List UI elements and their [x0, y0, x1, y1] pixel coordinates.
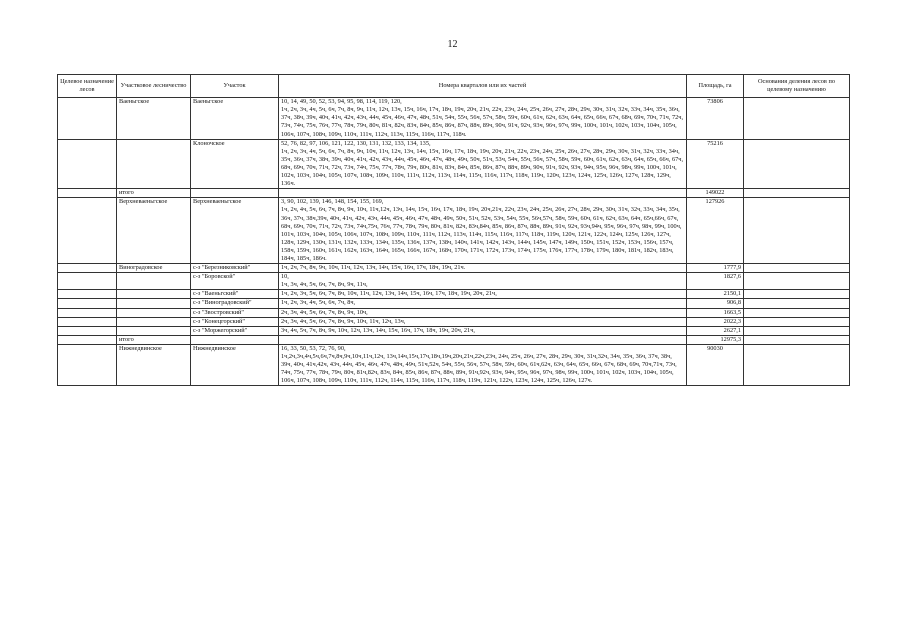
- purpose-cell: [58, 317, 117, 326]
- district-cell: итого: [117, 335, 191, 344]
- basis-cell: [744, 308, 850, 317]
- quarters-cell: 1ч, 2ч, 3ч, 5ч, 6ч, 7ч, 8ч, 10ч, 11ч, 12ч, 13ч, 14ч, 15ч, 16ч, 17ч, 18ч, 19ч, 20ч, 21ч,: [279, 290, 687, 299]
- table-row: [58, 308, 850, 317]
- quarters-cell: [279, 189, 687, 198]
- table-row: [58, 299, 850, 308]
- area-cell: 2150,1: [687, 290, 744, 299]
- quarters-cell: 1ч, 2ч, 3ч, 4ч, 5ч, 6ч, 7ч, 8ч,: [279, 299, 687, 308]
- area-cell: 2627,1: [687, 326, 744, 335]
- header-section: Участок: [191, 75, 279, 98]
- purpose-cell: [58, 139, 117, 189]
- table-header-row: [58, 75, 850, 98]
- basis-cell: [744, 317, 850, 326]
- header-basis: Основания деления лесов по целевому назначению: [744, 75, 850, 98]
- purpose-cell: [58, 290, 117, 299]
- district-cell: Виноградовское: [117, 264, 191, 273]
- quarters-cell: 3ч, 4ч, 5ч, 7ч, 8ч, 9ч, 10ч, 12ч, 13ч, 14ч, 15ч, 16ч, 17ч, 18ч, 19ч, 20ч, 21ч,: [279, 326, 687, 335]
- area-cell: 2022,3: [687, 317, 744, 326]
- table-row: [58, 189, 850, 198]
- quarters-cell: 10, 1ч, 3ч, 4ч, 5ч, 6ч, 7ч, 8ч, 9ч, 11ч,: [279, 273, 687, 290]
- table-row: [58, 290, 850, 299]
- basis-cell: [744, 264, 850, 273]
- district-cell: [117, 308, 191, 317]
- table-row: [58, 139, 850, 189]
- basis-cell: [744, 299, 850, 308]
- section-cell: с-з "Моржегорский": [191, 326, 279, 335]
- table-row: [58, 344, 850, 385]
- basis-cell: [744, 139, 850, 189]
- quarters-cell: 2ч, 3ч, 4ч, 5ч, 6ч, 7ч, 8ч, 9ч, 10ч,: [279, 308, 687, 317]
- quarters-cell: 10, 14, 49, 50, 52, 53, 94, 95, 98, 114, 119, 120, 1ч, 2ч, 3ч, 4ч, 5ч, 6ч, 7ч, 8ч, 9ч, 11ч, 12ч, 13ч, 15ч, 16ч, 17ч, 18ч, 19ч, 20ч, 21ч, 22ч, 23ч, 24ч, 25ч, 26ч, 27ч, 28ч, 29ч, 30ч, 31ч, 32ч, 33ч, 34ч, 35ч, 36ч, 37ч, 38ч, 39ч, 40ч, 41ч, 42ч, 43ч, 44ч, 45ч, 46ч, 47ч, 48ч, 51ч, 54ч, 55ч, 56ч, 57ч, 58ч, 59ч, 60ч, 61ч, 62ч, 63ч, 64ч, 65ч, 66ч, 67ч, 68ч, 69ч, 70ч, 71ч, 72ч, 73ч, 74ч, 75ч, 76ч, 77ч, 78ч, 79ч, 80ч, 81ч, 82ч, 83ч, 84ч, 85ч, 86ч, 87ч, 88ч, 89ч, 90ч, 91ч, 92ч, 93ч, 96ч, 97ч, 99ч, 100ч, 101ч, 102ч, 103ч, 104ч, 105ч, 106ч, 107ч, 108ч, 109ч, 110ч, 111ч, 112ч, 113ч, 115ч, 116ч, 117ч, 118ч.: [279, 98, 687, 139]
- section-cell: Верхневаеньгское: [191, 198, 279, 264]
- table-row: [58, 326, 850, 335]
- purpose-cell: [58, 264, 117, 273]
- forest-division-table: [57, 74, 850, 386]
- basis-cell: [744, 189, 850, 198]
- header-district: Участковое лесничество: [117, 75, 191, 98]
- district-cell: [117, 273, 191, 290]
- purpose-cell: [58, 189, 117, 198]
- section-cell: Клоночское: [191, 139, 279, 189]
- area-cell: 1663,5: [687, 308, 744, 317]
- area-cell: 73806: [687, 98, 744, 139]
- purpose-cell: [58, 335, 117, 344]
- table-row: [58, 273, 850, 290]
- section-cell: [191, 189, 279, 198]
- purpose-cell: [58, 326, 117, 335]
- table-row: [58, 335, 850, 344]
- district-cell: [117, 299, 191, 308]
- section-cell: с-з "Ваеньгский": [191, 290, 279, 299]
- area-cell: 12975,3: [687, 335, 744, 344]
- basis-cell: [744, 344, 850, 385]
- header-purpose: Целевое назначение лесов: [58, 75, 117, 98]
- table-row: [58, 264, 850, 273]
- basis-cell: [744, 326, 850, 335]
- basis-cell: [744, 198, 850, 264]
- district-cell: [117, 290, 191, 299]
- quarters-cell: 52, 76, 82, 97, 106, 121, 122, 130, 131, 132, 133, 134, 135, 1ч, 2ч, 3ч, 4ч, 5ч, 6ч, 7ч, 8ч, 9ч, 10ч, 11ч, 12ч, 13ч, 14ч, 15ч, 16ч, 17ч, 18ч, 19ч, 20ч, 21ч, 22ч, 23ч, 24ч, 25ч, 26ч, 27ч, 28ч, 29ч, 30ч, 31ч, 32ч, 33ч, 34ч, 35ч, 36ч, 37ч, 38ч, 39ч, 40ч, 41ч, 42ч, 43ч, 44ч, 45ч, 46ч, 47ч, 48ч, 49ч, 50ч, 51ч, 53ч, 54ч, 55ч, 56ч, 57ч, 58ч, 59ч, 60ч, 61ч, 62ч, 63ч, 64ч, 65ч, 66ч, 67ч, 68ч, 69ч, 70ч, 71ч, 72ч, 73ч, 74ч, 75ч, 77ч, 78ч, 79ч, 80ч, 81ч, 83ч, 84ч, 85ч, 86ч, 87ч, 88ч, 89ч, 90ч, 91ч, 92ч, 93ч, 94ч, 95ч, 96ч, 98ч, 99ч, 100ч, 101ч, 102ч, 103ч, 104ч, 105ч, 107ч, 108ч, 109ч, 110ч, 111ч, 112ч, 113ч, 114ч, 115ч, 116ч, 117ч, 118ч, 119ч, 120ч, 123ч, 124ч, 125ч, 126ч, 127ч, 128ч, 129ч, 136ч.: [279, 139, 687, 189]
- district-cell: итого: [117, 189, 191, 198]
- area-cell: 90030: [687, 344, 744, 385]
- table-row: [58, 98, 850, 139]
- district-cell: Нижнедвинское: [117, 344, 191, 385]
- purpose-cell: [58, 344, 117, 385]
- district-cell: Верхневаеньгское: [117, 198, 191, 264]
- table-row: [58, 317, 850, 326]
- quarters-cell: 3, 90, 102, 139, 146, 148, 154, 155, 169, 1ч, 2ч, 4ч, 5ч, 6ч, 7ч, 8ч, 9ч, 10ч, 11ч,12ч, 13ч, 14ч, 15ч, 16ч, 17ч, 18ч, 19ч, 20ч,21ч, 22ч, 23ч, 24ч, 25ч, 26ч, 27ч, 28ч, 29ч, 30ч, 31ч, 32ч, 33ч, 34ч, 35ч, 36ч, 37ч, 38ч,39ч, 40ч, 41ч, 42ч, 43ч, 44ч, 45ч, 46ч, 47ч, 48ч, 49ч, 50ч, 51ч, 52ч, 53ч, 54ч, 55ч, 56ч,57ч, 58ч, 59ч, 60ч, 61ч, 62ч, 63ч, 64ч, 65ч,66ч, 67ч, 68ч, 69ч, 70ч, 71ч, 72ч, 73ч, 74ч,75ч, 76ч, 77ч, 78ч, 79ч, 80ч, 81ч, 82ч, 83ч,84ч, 85ч, 86ч, 87ч, 88ч, 89ч, 91ч, 92ч, 93ч,94ч, 95ч, 96ч, 97ч, 98ч, 99ч, 100ч, 101ч, 103ч, 104ч, 105ч, 106ч, 107ч, 108ч, 109ч, 110ч, 111ч, 112ч, 113ч, 114ч, 115ч, 116ч, 117ч, 118ч, 119ч, 120ч, 121ч, 122ч, 124ч, 125ч, 126ч, 127ч, 128ч, 129ч, 130ч, 131ч, 132ч, 133ч, 134ч, 135ч, 136ч, 137ч, 138ч, 140ч, 141ч, 142ч, 143ч, 144ч, 145ч, 147ч, 149ч, 150ч, 151ч, 152ч, 153ч, 156ч, 157ч, 158ч, 159ч, 160ч, 161ч, 162ч, 163ч, 164ч, 165ч, 166ч, 167ч, 168ч, 170ч, 171ч, 172ч, 173ч, 174ч, 175ч, 176ч, 177ч, 178ч, 179ч, 180ч, 181ч, 182ч, 183ч, 184ч, 185ч, 186ч.: [279, 198, 687, 264]
- purpose-cell: [58, 198, 117, 264]
- quarters-cell: 2ч, 3ч, 4ч, 5ч, 6ч, 7ч, 8ч, 9ч, 10ч, 11ч, 12ч, 13ч,: [279, 317, 687, 326]
- purpose-cell: [58, 273, 117, 290]
- purpose-cell: [58, 308, 117, 317]
- section-cell: с-з "Боровской": [191, 273, 279, 290]
- section-cell: с-з "Березниковский": [191, 264, 279, 273]
- area-cell: 1827,6: [687, 273, 744, 290]
- quarters-cell: [279, 335, 687, 344]
- purpose-cell: [58, 98, 117, 139]
- quarters-cell: 16, 33, 50, 53, 72, 76, 90, 1ч,2ч,3ч,4ч,5ч,6ч,7ч,8ч,9ч,10ч,11ч,12ч, 13ч,14ч,15ч,17ч,18ч,19ч,20ч,21ч,22ч,23ч, 24ч, 25ч, 26ч, 27ч, 28ч, 29ч, 30ч, 31ч,32ч, 34ч, 35ч, 36ч, 37ч, 38ч, 39ч, 40ч, 41ч,42ч, 43ч, 44ч, 45ч, 46ч, 47ч, 48ч, 49ч, 51ч,52ч, 54ч, 55ч, 56ч, 57ч, 58ч, 59ч, 60ч, 61ч,62ч, 63ч, 64ч, 65ч, 66ч, 67ч, 68ч, 69ч, 70ч,71ч, 73ч, 74ч, 75ч, 77ч, 78ч, 79ч, 80ч, 81ч,82ч, 83ч, 84ч, 85ч, 86ч, 87ч, 88ч, 89ч, 91ч,92ч, 93ч, 94ч, 95ч, 96ч, 97ч, 98ч, 99ч, 100ч, 101ч, 102ч, 103ч, 104ч, 105ч, 106ч, 107ч, 108ч, 109ч, 110ч, 111ч, 112ч, 114ч, 115ч, 116ч, 117ч, 118ч, 119ч, 121ч, 122ч, 123ч, 124ч, 125ч, 126ч, 127ч.: [279, 344, 687, 385]
- table-row: [58, 198, 850, 264]
- area-cell: 906,8: [687, 299, 744, 308]
- district-cell: [117, 317, 191, 326]
- section-cell: с-з "Конецгорский": [191, 317, 279, 326]
- basis-cell: [744, 273, 850, 290]
- header-quarters: Номера кварталов или их частей: [279, 75, 687, 98]
- district-cell: [117, 139, 191, 189]
- area-cell: 75216: [687, 139, 744, 189]
- purpose-cell: [58, 299, 117, 308]
- basis-cell: [744, 335, 850, 344]
- section-cell: Ваеньгское: [191, 98, 279, 139]
- area-cell: 1777,9: [687, 264, 744, 273]
- header-area: Площадь, га: [687, 75, 744, 98]
- basis-cell: [744, 98, 850, 139]
- basis-cell: [744, 290, 850, 299]
- section-cell: [191, 335, 279, 344]
- area-cell: 149022: [687, 189, 744, 198]
- district-cell: [117, 326, 191, 335]
- section-cell: Нижнедвинское: [191, 344, 279, 385]
- section-cell: с-з "Виноградовский": [191, 299, 279, 308]
- page-number: 12: [447, 39, 458, 50]
- section-cell: с-з "Звостровский": [191, 308, 279, 317]
- area-cell: 127926: [687, 198, 744, 264]
- quarters-cell: 1ч, 2ч, 7ч, 8ч, 9ч, 10ч, 11ч, 12ч, 13ч, 14ч, 15ч, 16ч, 17ч, 18ч, 19ч, 21ч.: [279, 264, 687, 273]
- district-cell: Ваеньгское: [117, 98, 191, 139]
